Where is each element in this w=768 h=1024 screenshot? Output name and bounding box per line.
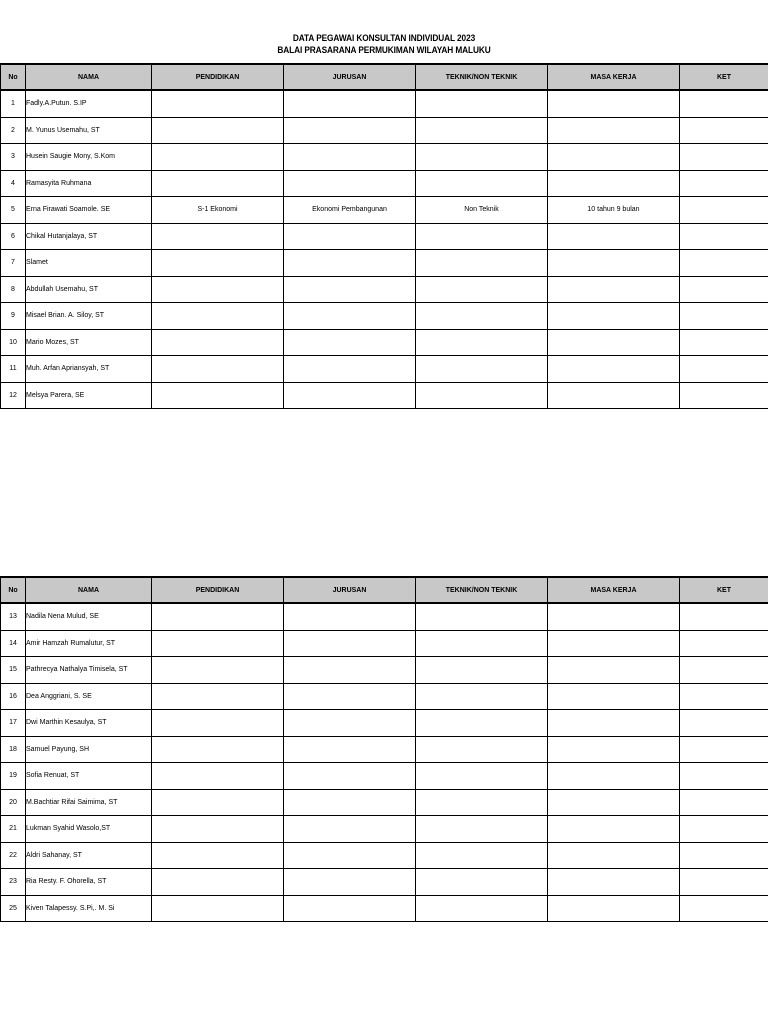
cell-ket xyxy=(680,789,768,816)
cell-jurusan xyxy=(284,710,416,737)
cell-nama: Aldri Sahanay, ST xyxy=(26,842,152,869)
cell-pendidikan xyxy=(152,789,284,816)
table-body-1 xyxy=(1,90,768,409)
cell-masa-kerja xyxy=(548,170,680,197)
cell-masa-kerja xyxy=(548,789,680,816)
cell-nama: Kiven Talapessy. S.Pi,. M. Si xyxy=(26,895,152,922)
cell-pendidikan xyxy=(152,250,284,277)
title-line-1: DATA PEGAWAI KONSULTAN INDIVIDUAL 2023 xyxy=(292,33,476,43)
table-row xyxy=(1,90,768,117)
cell-masa-kerja xyxy=(548,842,680,869)
cell-no: 6 xyxy=(1,223,26,250)
cell-jurusan xyxy=(284,657,416,684)
cell-pendidikan xyxy=(152,90,284,117)
cell-jurusan xyxy=(284,816,416,843)
cell-pendidikan xyxy=(152,657,284,684)
cell-teknik xyxy=(416,223,548,250)
header-jurusan: JURUSAN xyxy=(284,577,416,603)
cell-ket xyxy=(680,683,768,710)
cell-ket xyxy=(680,250,768,277)
cell-nama: Nadila Nena Mulud, SE xyxy=(26,603,152,630)
cell-nama: Slamet xyxy=(26,250,152,277)
cell-masa-kerja xyxy=(548,816,680,843)
employee-table-1 xyxy=(0,63,768,409)
cell-no: 19 xyxy=(1,763,26,790)
cell-masa-kerja xyxy=(548,144,680,171)
cell-ket xyxy=(680,710,768,737)
cell-teknik xyxy=(416,895,548,922)
cell-jurusan xyxy=(284,842,416,869)
table-row xyxy=(1,842,768,869)
cell-jurusan xyxy=(284,356,416,383)
cell-ket xyxy=(680,657,768,684)
cell-teknik xyxy=(416,842,548,869)
cell-nama: Ramasyita Ruhmana xyxy=(26,170,152,197)
title-line-2: BALAI PRASARANA PERMUKIMAN WILAYAH MALUKU xyxy=(277,45,491,55)
header-row xyxy=(1,64,768,90)
cell-jurusan: Ekonomi Pembangunan xyxy=(284,197,416,224)
cell-pendidikan xyxy=(152,736,284,763)
table-row xyxy=(1,329,768,356)
cell-pendidikan xyxy=(152,223,284,250)
cell-jurusan xyxy=(284,736,416,763)
cell-no: 18 xyxy=(1,736,26,763)
cell-jurusan xyxy=(284,630,416,657)
cell-masa-kerja: 10 tahun 9 bulan xyxy=(548,197,680,224)
cell-ket xyxy=(680,276,768,303)
cell-no: 13 xyxy=(1,603,26,630)
header-ket: KET xyxy=(680,64,768,90)
cell-jurusan xyxy=(284,276,416,303)
cell-teknik xyxy=(416,90,548,117)
cell-jurusan xyxy=(284,117,416,144)
cell-no: 15 xyxy=(1,657,26,684)
cell-ket xyxy=(680,329,768,356)
table-row xyxy=(1,869,768,896)
cell-no: 5 xyxy=(1,197,26,224)
cell-masa-kerja xyxy=(548,90,680,117)
cell-nama: Fadly.A.Putun. S.IP xyxy=(26,90,152,117)
cell-teknik xyxy=(416,356,548,383)
table-row xyxy=(1,276,768,303)
cell-teknik xyxy=(416,816,548,843)
cell-teknik xyxy=(416,789,548,816)
cell-teknik xyxy=(416,329,548,356)
cell-masa-kerja xyxy=(548,657,680,684)
cell-ket xyxy=(680,603,768,630)
table-row xyxy=(1,250,768,277)
header-pendidikan: PENDIDIKAN xyxy=(152,577,284,603)
cell-teknik: Non Teknik xyxy=(416,197,548,224)
cell-ket xyxy=(680,356,768,383)
cell-jurusan xyxy=(284,683,416,710)
cell-teknik xyxy=(416,683,548,710)
cell-no: 17 xyxy=(1,710,26,737)
table-row xyxy=(1,356,768,383)
cell-ket xyxy=(680,763,768,790)
header-masa-kerja: MASA KERJA xyxy=(548,577,680,603)
cell-jurusan xyxy=(284,789,416,816)
cell-nama: Amir Hamzah Rumalutur, ST xyxy=(26,630,152,657)
table-row xyxy=(1,816,768,843)
table-row xyxy=(1,789,768,816)
cell-nama: M. Yunus Usemahu, ST xyxy=(26,117,152,144)
cell-jurusan xyxy=(284,223,416,250)
table-row xyxy=(1,170,768,197)
header-teknik: TEKNIK/NON TEKNIK xyxy=(416,64,548,90)
header-row xyxy=(1,577,768,603)
cell-nama: Muh. Arfan Apriansyah, ST xyxy=(26,356,152,383)
cell-nama: Pathrecya Nathalya Timisela, ST xyxy=(26,657,152,684)
table-row xyxy=(1,603,768,630)
cell-pendidikan xyxy=(152,630,284,657)
cell-pendidikan: S-1 Ekonomi xyxy=(152,197,284,224)
cell-masa-kerja xyxy=(548,223,680,250)
cell-masa-kerja xyxy=(548,117,680,144)
cell-no: 1 xyxy=(1,90,26,117)
cell-nama: Abdullah Usemahu, ST xyxy=(26,276,152,303)
cell-jurusan xyxy=(284,90,416,117)
cell-masa-kerja xyxy=(548,382,680,409)
cell-masa-kerja xyxy=(548,763,680,790)
cell-pendidikan xyxy=(152,710,284,737)
header-nama: NAMA xyxy=(26,577,152,603)
cell-ket xyxy=(680,144,768,171)
cell-teknik xyxy=(416,250,548,277)
cell-nama: M.Bachtiar Rifai Saimima, ST xyxy=(26,789,152,816)
cell-nama: Samuel Payung, SH xyxy=(26,736,152,763)
cell-jurusan xyxy=(284,895,416,922)
cell-nama: Melsya Parera, SE xyxy=(26,382,152,409)
employee-table-2 xyxy=(0,576,768,922)
cell-masa-kerja xyxy=(548,895,680,922)
cell-no: 14 xyxy=(1,630,26,657)
cell-teknik xyxy=(416,869,548,896)
cell-ket xyxy=(680,90,768,117)
cell-no: 2 xyxy=(1,117,26,144)
cell-pendidikan xyxy=(152,356,284,383)
cell-pendidikan xyxy=(152,683,284,710)
header-pendidikan: PENDIDIKAN xyxy=(152,64,284,90)
header-nama: NAMA xyxy=(26,64,152,90)
table-row xyxy=(1,763,768,790)
cell-ket xyxy=(680,170,768,197)
cell-nama: Misael Brian. A. Siloy, ST xyxy=(26,303,152,330)
cell-no: 9 xyxy=(1,303,26,330)
cell-no: 16 xyxy=(1,683,26,710)
table-row xyxy=(1,895,768,922)
cell-no: 22 xyxy=(1,842,26,869)
cell-masa-kerja xyxy=(548,630,680,657)
cell-pendidikan xyxy=(152,303,284,330)
cell-masa-kerja xyxy=(548,356,680,383)
cell-jurusan xyxy=(284,250,416,277)
table-row xyxy=(1,223,768,250)
cell-masa-kerja xyxy=(548,710,680,737)
cell-no: 10 xyxy=(1,329,26,356)
table-row xyxy=(1,683,768,710)
cell-masa-kerja xyxy=(548,329,680,356)
cell-nama: Sofia Renuat, ST xyxy=(26,763,152,790)
cell-jurusan xyxy=(284,869,416,896)
cell-teknik xyxy=(416,170,548,197)
cell-nama: Ria Resty. F. Ohorella, ST xyxy=(26,869,152,896)
cell-teknik xyxy=(416,117,548,144)
table-body-2 xyxy=(1,603,768,922)
cell-jurusan xyxy=(284,382,416,409)
cell-nama: Dwi Marthin Kesaulya, ST xyxy=(26,710,152,737)
cell-teknik xyxy=(416,276,548,303)
cell-ket xyxy=(680,895,768,922)
cell-ket xyxy=(680,382,768,409)
cell-nama: Erna Firawati Soamole. SE xyxy=(26,197,152,224)
cell-ket xyxy=(680,630,768,657)
cell-teknik xyxy=(416,657,548,684)
table-row xyxy=(1,303,768,330)
header-ket: KET xyxy=(680,577,768,603)
cell-jurusan xyxy=(284,144,416,171)
cell-masa-kerja xyxy=(548,869,680,896)
cell-no: 4 xyxy=(1,170,26,197)
cell-masa-kerja xyxy=(548,736,680,763)
header-jurusan: JURUSAN xyxy=(284,64,416,90)
cell-no: 12 xyxy=(1,382,26,409)
cell-no: 11 xyxy=(1,356,26,383)
cell-ket xyxy=(680,869,768,896)
cell-teknik xyxy=(416,303,548,330)
cell-nama: Lukman Syahid Wasolo,ST xyxy=(26,816,152,843)
cell-masa-kerja xyxy=(548,250,680,277)
cell-ket xyxy=(680,117,768,144)
table-row xyxy=(1,117,768,144)
cell-teknik xyxy=(416,144,548,171)
table-row xyxy=(1,630,768,657)
cell-teknik xyxy=(416,603,548,630)
cell-no: 3 xyxy=(1,144,26,171)
table-row xyxy=(1,197,768,224)
header-teknik: TEKNIK/NON TEKNIK xyxy=(416,577,548,603)
cell-masa-kerja xyxy=(548,603,680,630)
cell-masa-kerja xyxy=(548,276,680,303)
cell-teknik xyxy=(416,382,548,409)
table-row xyxy=(1,657,768,684)
cell-no: 8 xyxy=(1,276,26,303)
cell-pendidikan xyxy=(152,842,284,869)
cell-jurusan xyxy=(284,170,416,197)
cell-ket xyxy=(680,223,768,250)
cell-no: 20 xyxy=(1,789,26,816)
cell-pendidikan xyxy=(152,170,284,197)
cell-pendidikan xyxy=(152,895,284,922)
cell-nama: Mario Mozes, ST xyxy=(26,329,152,356)
cell-teknik xyxy=(416,630,548,657)
cell-pendidikan xyxy=(152,382,284,409)
cell-ket xyxy=(680,736,768,763)
cell-no: 23 xyxy=(1,869,26,896)
cell-masa-kerja xyxy=(548,303,680,330)
cell-jurusan xyxy=(284,763,416,790)
cell-pendidikan xyxy=(152,869,284,896)
cell-pendidikan xyxy=(152,816,284,843)
cell-no: 25 xyxy=(1,895,26,922)
cell-pendidikan xyxy=(152,276,284,303)
header-masa-kerja: MASA KERJA xyxy=(548,64,680,90)
cell-nama: Husein Saugie Mony, S.Kom xyxy=(26,144,152,171)
cell-teknik xyxy=(416,736,548,763)
cell-teknik xyxy=(416,763,548,790)
cell-pendidikan xyxy=(152,329,284,356)
cell-no: 21 xyxy=(1,816,26,843)
cell-masa-kerja xyxy=(548,683,680,710)
header-no: No xyxy=(1,64,26,90)
table-row xyxy=(1,710,768,737)
cell-teknik xyxy=(416,710,548,737)
cell-pendidikan xyxy=(152,144,284,171)
cell-nama: Dea Anggriani, S. SE xyxy=(26,683,152,710)
header-no: No xyxy=(1,577,26,603)
cell-pendidikan xyxy=(152,763,284,790)
table-row xyxy=(1,736,768,763)
table-row xyxy=(1,382,768,409)
cell-ket xyxy=(680,842,768,869)
cell-pendidikan xyxy=(152,117,284,144)
table-row xyxy=(1,144,768,171)
cell-ket xyxy=(680,816,768,843)
cell-jurusan xyxy=(284,603,416,630)
cell-jurusan xyxy=(284,329,416,356)
cell-no: 7 xyxy=(1,250,26,277)
cell-ket xyxy=(680,303,768,330)
cell-nama: Chikal Hutanjalaya, ST xyxy=(26,223,152,250)
cell-jurusan xyxy=(284,303,416,330)
document-title xyxy=(0,32,768,56)
cell-pendidikan xyxy=(152,603,284,630)
cell-ket xyxy=(680,197,768,224)
